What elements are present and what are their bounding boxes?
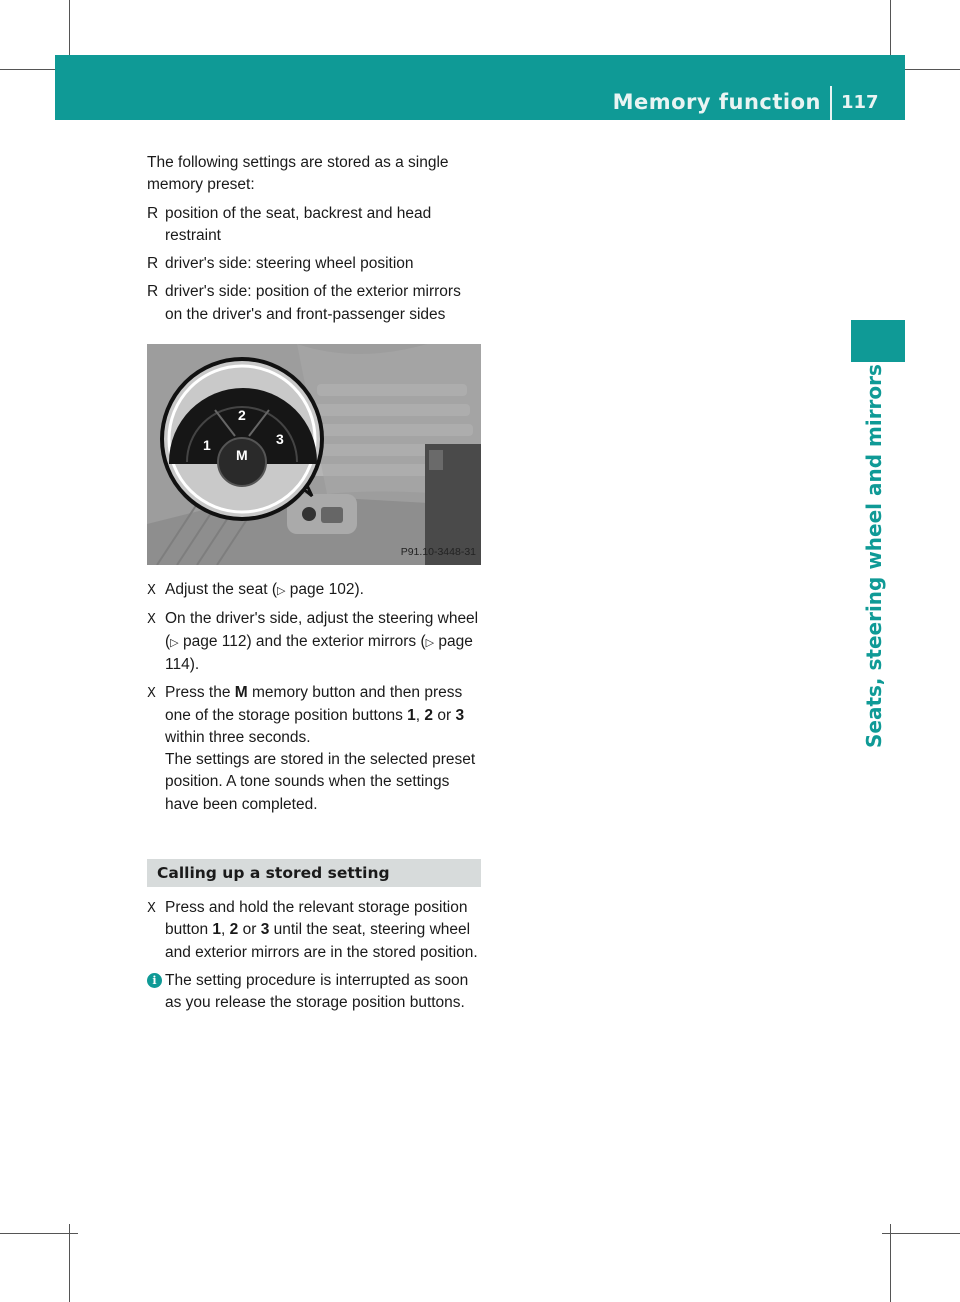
button-label-3: 3 [276, 431, 284, 448]
page-ref-link[interactable]: page 112 [182, 632, 247, 650]
button-label-1: 1 [203, 437, 211, 454]
page-ref-link[interactable]: page 114 [165, 632, 473, 673]
bullet-marker: R [147, 204, 159, 222]
memory-buttons-figure [147, 344, 481, 565]
instruction-step: X Adjust the seat (▷ page 102). [147, 579, 481, 602]
list-item: R position of the seat, backrest and head restraint [147, 204, 432, 244]
page-number: 117 [841, 92, 879, 113]
button-label-2: 2 [238, 407, 246, 424]
memory-button-ref: M [234, 684, 248, 702]
section-side-label: Seats, steering wheel and mirrors [862, 364, 886, 748]
seat-illustration [147, 344, 481, 565]
page-ref-icon: ▷ [277, 584, 286, 598]
page-ref-icon: ▷ [425, 635, 435, 649]
bullet-marker: R [147, 255, 159, 273]
crop-mark [882, 1233, 960, 1234]
step-marker: X [147, 583, 156, 599]
section-heading: Calling up a stored setting [147, 859, 481, 887]
chapter-title: Memory function [612, 90, 821, 114]
main-content [147, 152, 481, 1015]
step-result: The settings are stored in the selected preset position. A tone sounds when the settings have been completed. [165, 751, 476, 813]
step-marker: X [147, 612, 156, 628]
intro-text: The following settings are stored as a single memory preset: [147, 154, 449, 194]
crop-mark [69, 1224, 70, 1302]
bullet-marker: R [147, 283, 159, 301]
crop-mark [890, 1224, 891, 1302]
page-ref-icon: ▷ [170, 635, 179, 649]
step-marker: X [147, 901, 156, 917]
crop-mark [0, 1233, 78, 1234]
figure-code: P91.10-3448-31 [400, 545, 476, 558]
info-note: i The setting procedure is interrupted as soon as you release the storage position buttons. [147, 970, 481, 1015]
button-label-m: M [236, 447, 248, 464]
list-item: R driver's side: steering wheel position [147, 253, 481, 275]
list-item: R driver's side: position of the exterior mirrors on the driver's and front-passenger sides [147, 283, 461, 323]
instruction-step: X Press the M memory button and then press one of the storage position buttons 1, 2 or 3 within three seconds. The settings are stored in the selected preset position. A tone sounds when the settings have been completed. [147, 684, 476, 813]
header-divider [830, 86, 832, 120]
instruction-step: X On the driver's side, adjust the steering wheel (▷ page 112) and the exterior mirrors (▷ page 114). [147, 610, 479, 673]
page-ref-link[interactable]: page 102 [289, 581, 355, 599]
info-icon: i [147, 973, 162, 988]
step-marker: X [147, 686, 156, 702]
instruction-step: X Press and hold the relevant storage position button 1, 2 or 3 until the seat, steering wheel and exterior mirrors are in the stored position. [147, 899, 478, 961]
